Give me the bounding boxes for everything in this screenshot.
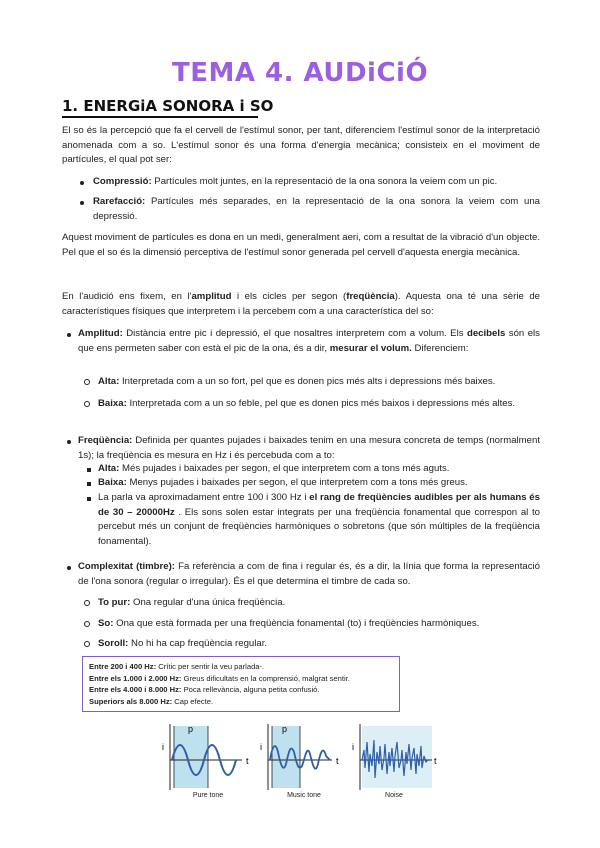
bullet-icon <box>67 333 71 337</box>
paragraph: Aquest moviment de partícules es dona en un medi, generalment aeri, com a resultat de la vibració d'un objecte. Pel que el so és la dimensió perceptiva de l'estímul sonor generada pel cervell d'aquesta energia mecànica. <box>62 232 540 258</box>
list-item-frequencia: Freqüència: Definida per quantes pujades i baixades tenim en una mesura concreta de temps (normalment 1s); la freqüència es mesura en Hz i és percebuda com a to: <box>78 435 540 461</box>
square-bullet-icon <box>87 468 91 472</box>
pure-tone-band <box>174 726 208 788</box>
caption-music-tone: Music tone <box>287 792 321 799</box>
intro-paragraph: El so és la percepció que fa el cervell de l'estímul sonor, per tant, diferenciem l'estímul sonor de la interpretació anomenada com a so. L'estímul sonor és una forma d'energia mecànica; consisteix en el moviment de partícules, el qual pot ser: <box>62 125 540 165</box>
bullet-icon <box>80 201 84 205</box>
circle-bullet-icon <box>84 401 90 407</box>
page-title: TEMA 4. AUDiCiÓ <box>171 58 429 88</box>
list-item: Compressió: Partícules molt juntes, en la representació de la ona sonora la veiem com un pic. <box>93 176 498 187</box>
sub-list-item: Baixa: Interpretada com a un so feble, pel que es donen pics més baixos i depressions més altes. <box>98 398 516 409</box>
section-heading: 1. ENERGiA SONORA i SO <box>62 97 274 115</box>
sub-list-item: Soroll: No hi ha cap freqüència regular. <box>98 638 268 649</box>
list-item-complexitat: Complexitat (timbre): Fa referència a com de fina i regular és, és a dir, la línia que forma la representació de l'ona sonora (regular o irregular). És el que determina el timbre de cada so. <box>78 561 540 587</box>
sub-list-item: To pur: Ona regular d'una única freqüència. <box>98 597 286 608</box>
square-bullet-icon <box>87 497 91 501</box>
box-line: Entre 200 i 400 Hz: Crític per sentir la veu parlada-. <box>89 662 265 671</box>
box-line: Entre els 4.000 i 8.000 Hz: Poca rellevància, alguna petita confusió. <box>89 685 320 694</box>
music-tone-figure <box>258 722 348 792</box>
sub-list-item: La parla va aproximadament entre 100 i 300 Hz i el rang de freqüències audibles per als humans és de 30 – 20000Hz . Els sons solen estar integrats per una freqüència fonamental que correspon al to percebut més un conjunt de freqüències harmòniques o sobretons (que són múltiples de la freqüència fonamental). <box>98 492 540 547</box>
sub-list-item: Baixa: Menys pujades i baixades per segon, el que interpretem com a tons més greus. <box>98 477 468 488</box>
bullet-icon <box>67 566 71 570</box>
noise-figure <box>350 722 442 792</box>
axis-t-label: t <box>336 756 339 766</box>
box-line: Superiors als 8.000 Hz: Cap efecte. <box>89 696 214 706</box>
caption-noise: Noise <box>385 792 403 799</box>
axis-p-label: p <box>282 724 288 734</box>
sub-list-item: So: Ona que està formada per una freqüència fonamental (to) i freqüències harmòniques. <box>98 618 480 629</box>
axis-i-label: i <box>162 742 164 752</box>
bullet-icon <box>67 440 71 444</box>
axis-i-label: i <box>352 742 354 752</box>
pure-tone-figure <box>160 722 260 792</box>
caption-pure-tone: Pure tone <box>192 792 224 799</box>
box-line: Entre els 1.000 i 2.000 Hz: Greus dificultats en la comprensió, malgrat sentir. <box>89 673 350 683</box>
bullet-icon <box>80 181 84 185</box>
circle-bullet-icon <box>84 379 90 385</box>
hearing-loss-box <box>82 656 400 712</box>
sub-list-item: Alta: Interpretada com a un so fort, pel que es donen pics més alts i depressions més baixes. <box>98 376 496 387</box>
circle-bullet-icon <box>84 621 90 627</box>
paragraph: En l'audició ens fixem, en l'amplitud i els cicles per segon (freqüència). Aquesta ona té una sèrie de característiques físiques que interpretem i la percebem com a una característica del so: <box>62 291 540 317</box>
axis-t-label: t <box>246 756 249 766</box>
heading-underline <box>62 116 258 118</box>
axis-t-label: t <box>434 756 437 766</box>
axis-p-label: p <box>188 724 194 734</box>
circle-bullet-icon <box>84 600 90 606</box>
sub-list-item: Alta: Més pujades i baixades per segon, el que interpretem com a tons més aguts. <box>98 463 450 474</box>
square-bullet-icon <box>87 482 91 486</box>
axis-i-label: i <box>260 742 262 752</box>
list-item-amplitud: Amplitud: Distància entre pic i depressió, el que nosaltres interpretem com a volum. Els decibels són els que ens permeten saber con està el pic de la ona, és a dir, mesurar el volum. Diferenciem: <box>78 328 540 354</box>
circle-bullet-icon <box>84 641 90 647</box>
list-item: Rarefacció: Partícules més separades, en la representació de la ona sonora la veiem com una depressió. <box>93 196 540 222</box>
